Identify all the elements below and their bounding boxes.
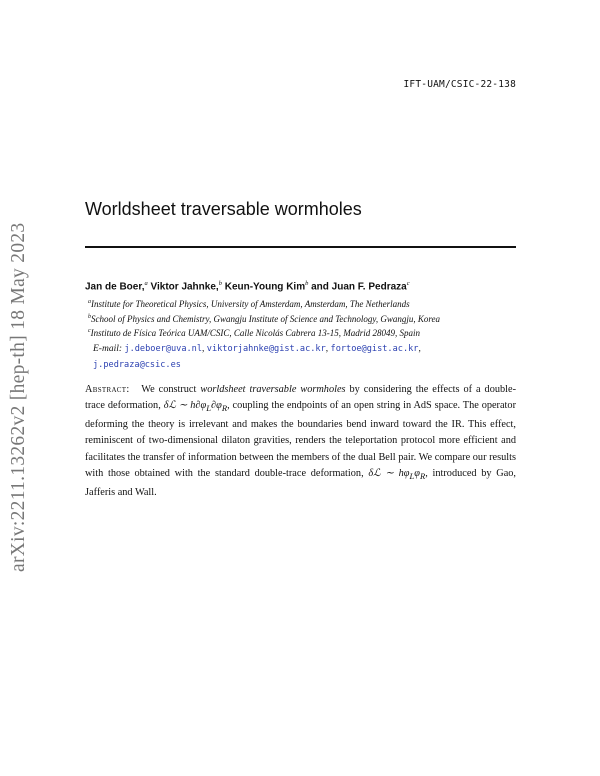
email-link[interactable]: j.pedraza@csic.es [93, 360, 181, 370]
affil-mark: a [88, 299, 91, 305]
abstract-emphasis: worldsheet traversable wormholes [200, 384, 346, 395]
abstract [85, 382, 516, 501]
arxiv-identifier[interactable]: arXiv:2211.13262v2 [hep-th] 18 May 2023 [8, 222, 29, 572]
abstract-text: by considering the effects of a double-trace deformation, [85, 384, 517, 412]
author-affil-mark: c [406, 280, 410, 287]
affil-mark: c [88, 328, 91, 334]
affil-text: Institute for Theoretical Physics, University of Amsterdam, Amsterdam, The Netherlands [91, 299, 410, 309]
title-rule [85, 246, 516, 248]
abstract-text: , coupling the endpoints of an open string in AdS space. The operator deforming the theory is irrelevant and makes the boundaries bend inward toward the IR. This effect, reminiscent of two-dimensional dilaton gravities, renders the teleportation protocol more efficient and facilitates the transfer of information between the members of the dual Bell pair. We compare our results with those obtained with the standard double-trace deformation, [85, 400, 516, 480]
affil-text: School of Physics and Chemistry, Gwangju Institute of Science and Technology, Gwangju, Korea [91, 314, 441, 324]
author-affil-mark: b [218, 280, 222, 287]
author-name: Jan de Boer, [85, 281, 145, 293]
abstract-text: , introduced by Gao, Jafferis and Wall. [85, 468, 517, 498]
author-name: Viktor Jahnke, [150, 281, 219, 293]
email-label: E-mail: [93, 344, 123, 354]
author-name: and Juan F. Pedraza [311, 281, 407, 293]
email-line: E-mail: j.deboer@uva.nl, viktorjahnke@gist.ac.kr, fortoe@gist.ac.kr, [93, 344, 421, 354]
affiliation [88, 299, 410, 309]
author-list [85, 280, 410, 292]
author-affil-mark: b [305, 280, 309, 287]
report-number: IFT-UAM/CSIC-22-138 [403, 79, 516, 90]
affiliation [88, 328, 420, 338]
affiliation [88, 314, 440, 324]
abstract-heading: Abstract: [85, 384, 130, 395]
email-link[interactable]: viktorjahnke@gist.ac.kr [206, 344, 326, 354]
email-line [93, 360, 181, 370]
email-link[interactable]: fortoe@gist.ac.kr [330, 344, 419, 354]
affil-text: Instituto de Física Teórica UAM/CSIC, Calle Nicolás Cabrera 13-15, Madrid 28049, Spain [90, 328, 420, 338]
author-name: Keun-Young Kim [224, 281, 306, 293]
abstract-formula: δℒ ∼ $h\varphi_L\varphi_R$ [368, 468, 426, 482]
abstract-text: We construct [141, 384, 197, 395]
affil-mark: b [88, 314, 91, 320]
paper-title: Worldsheet traversable wormholes [85, 199, 362, 219]
abstract-formula: δℒ ∼ $h\partial\varphi_L\partial\varphi_R$ [163, 400, 228, 414]
email-link[interactable]: j.deboer@uva.nl [124, 344, 203, 354]
author-affil-mark: a [144, 280, 148, 287]
